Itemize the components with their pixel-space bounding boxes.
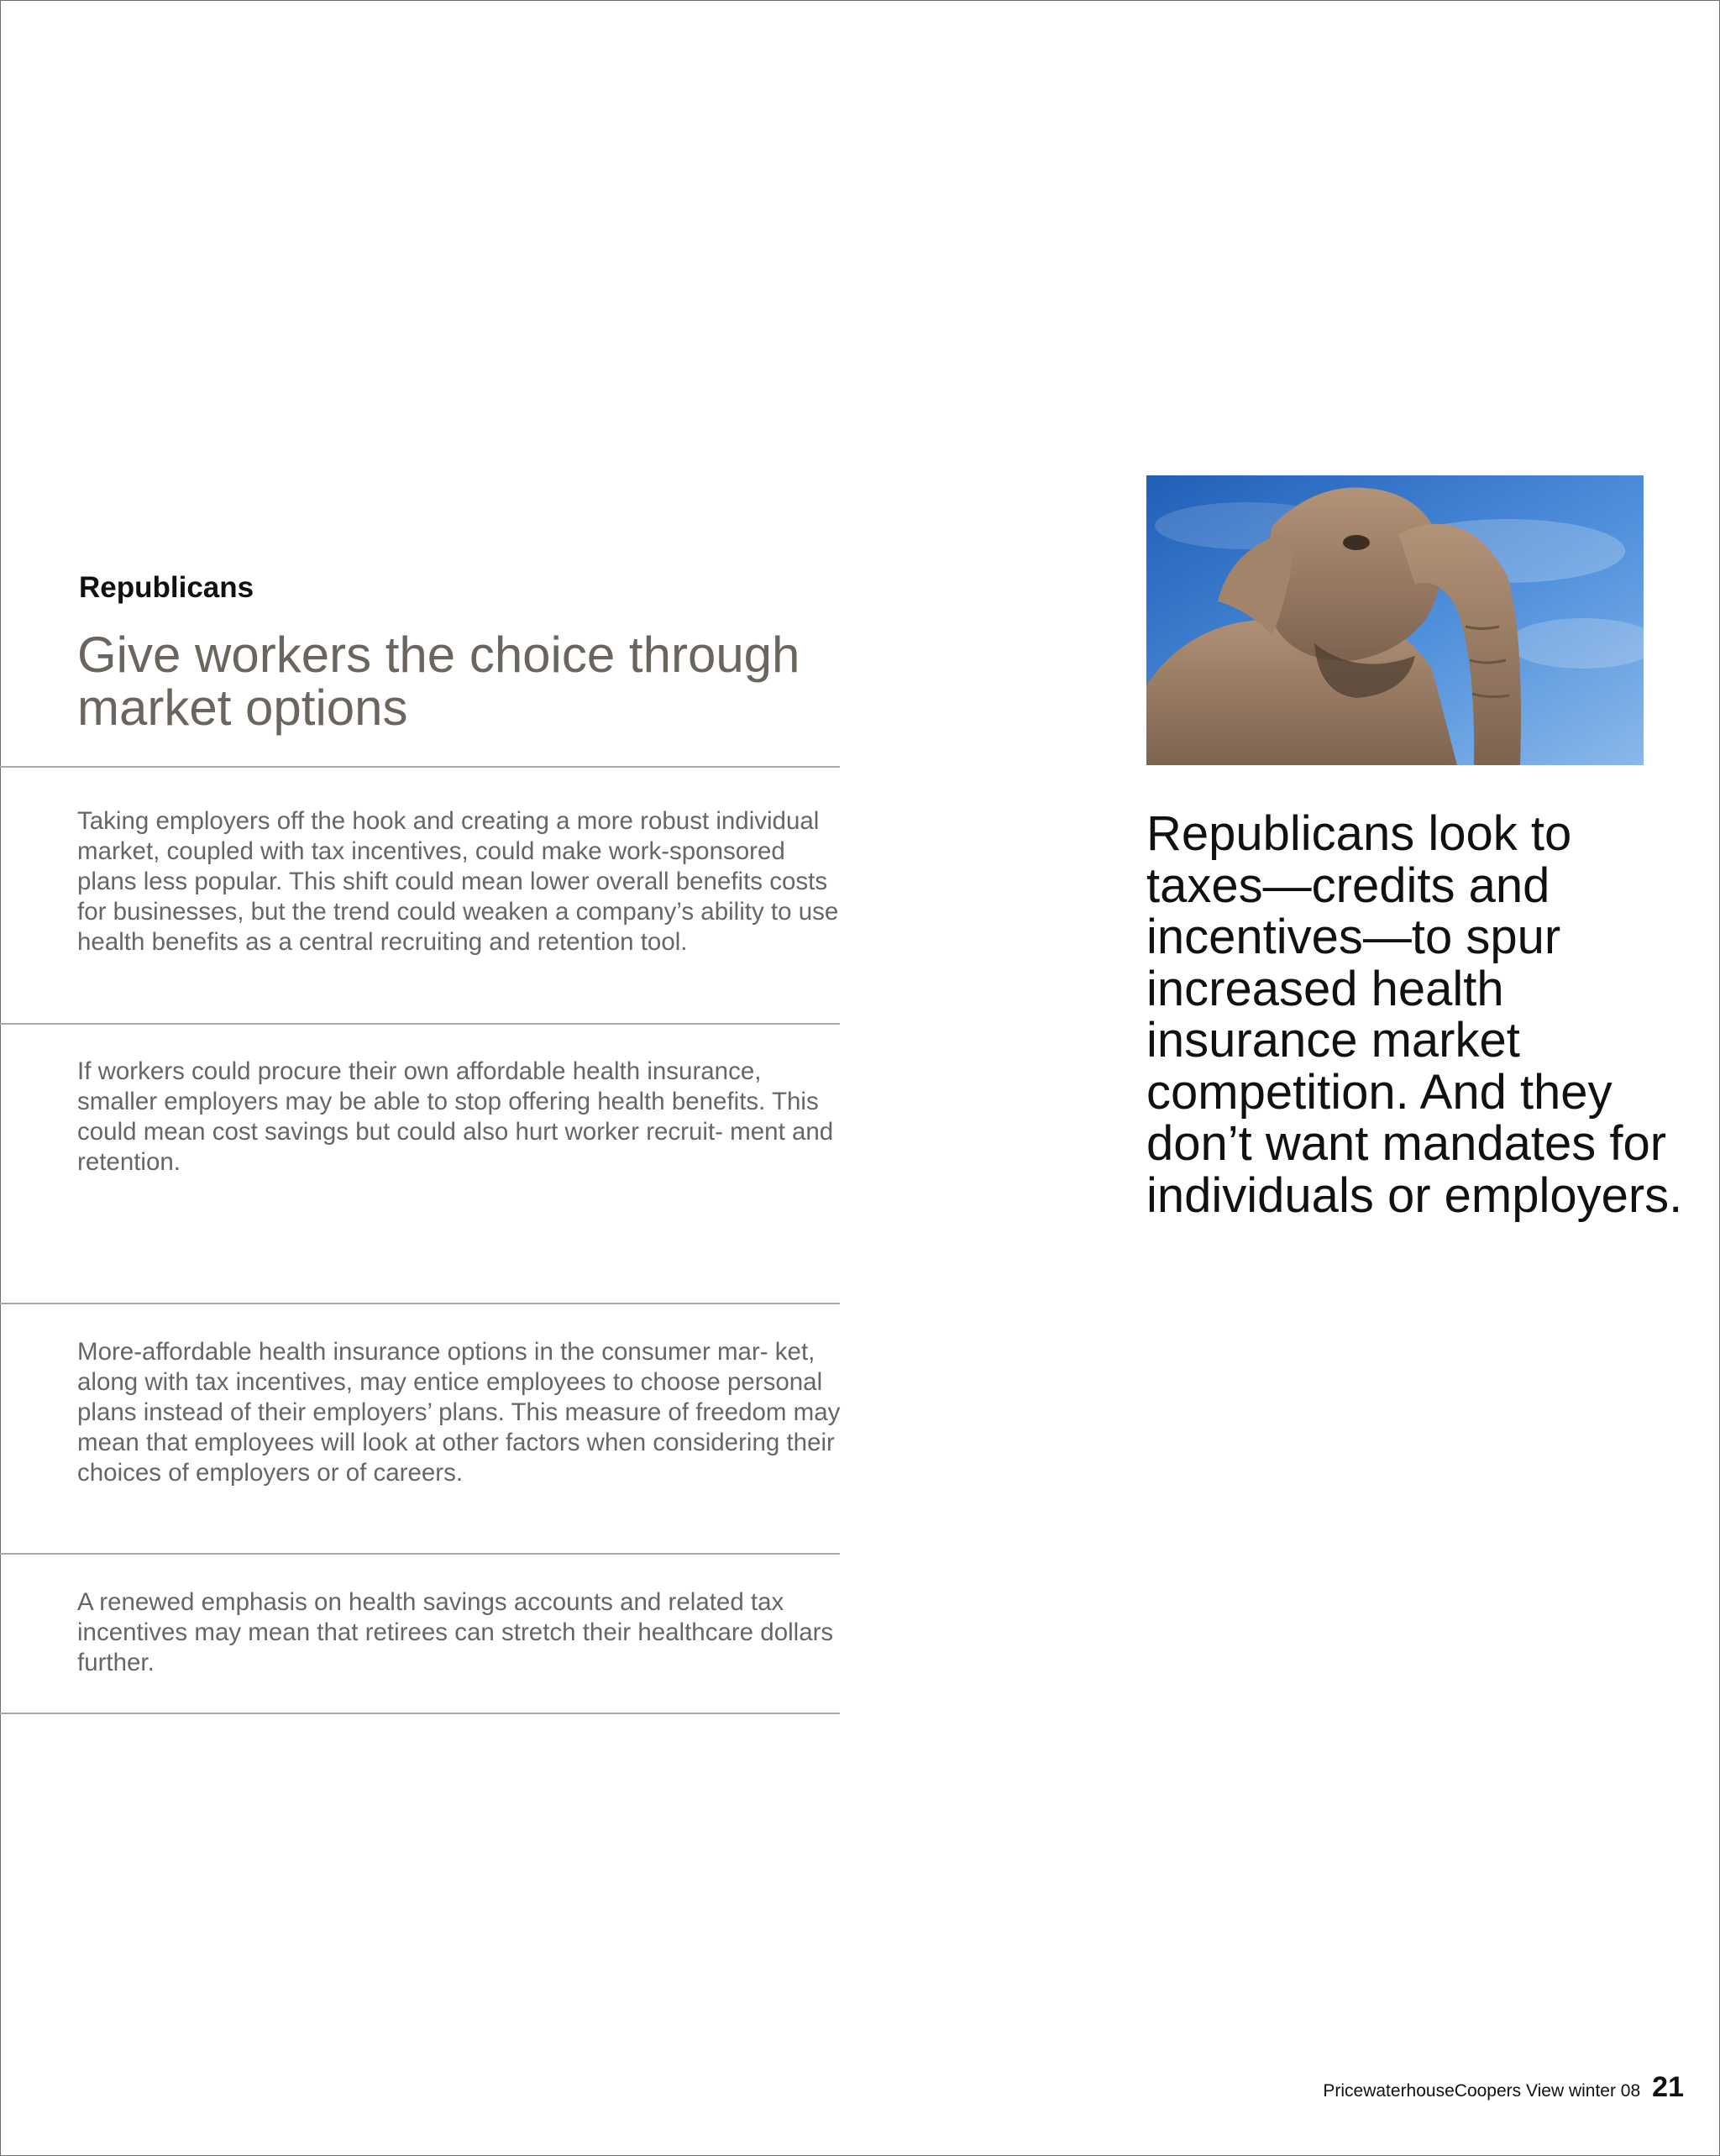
- page-number: 21: [1652, 2071, 1684, 2103]
- paragraph-small-employers: If workers could procure their own affordable health insurance, smaller employers may be able to stop offering health benefits. This could mean cost savings but could also hurt worker recruit- ment and retention.: [77, 1057, 834, 1176]
- divider-1: [0, 766, 840, 768]
- pull-quote: Republicans look to taxes—credits and incentives—to spur increased health insurance market competition. And they don’t want mandates for individuals or employers.: [1146, 806, 1683, 1223]
- divider-4: [0, 1553, 840, 1555]
- footer-publication: PricewaterhouseCoopers View winter 08: [1323, 2081, 1641, 2101]
- divider-3: [0, 1303, 840, 1304]
- section-label: Republicans: [79, 571, 254, 604]
- section-headline: Give workers the choice through market options: [77, 627, 800, 736]
- paragraph-employees: More-affordable health insurance options in the consumer mar- ket, along with tax incentives, may entice employees to choose personal plans instead of their employers’ plans. This measure of freedom may mean that employees will look at other factors when considering their choices of employers or of careers.: [77, 1338, 841, 1487]
- elephant-photo: [1146, 475, 1644, 765]
- paragraph-retirees: A renewed emphasis on health savings accounts and related tax incentives may mean that retirees can stretch their healthcare dollars further.: [77, 1588, 834, 1676]
- page-footer: [1323, 2071, 1684, 2104]
- divider-2: [0, 1023, 840, 1025]
- divider-5: [0, 1713, 840, 1714]
- paragraph-employers: Taking employers off the hook and creating a more robust individual market, coupled with tax incentives, could make work-sponsored plans less popular. This shift could mean lower overall benefits costs for businesses, but the trend could weaken a company’s ability to use health benefits as a central recruiting and retention tool.: [77, 807, 839, 956]
